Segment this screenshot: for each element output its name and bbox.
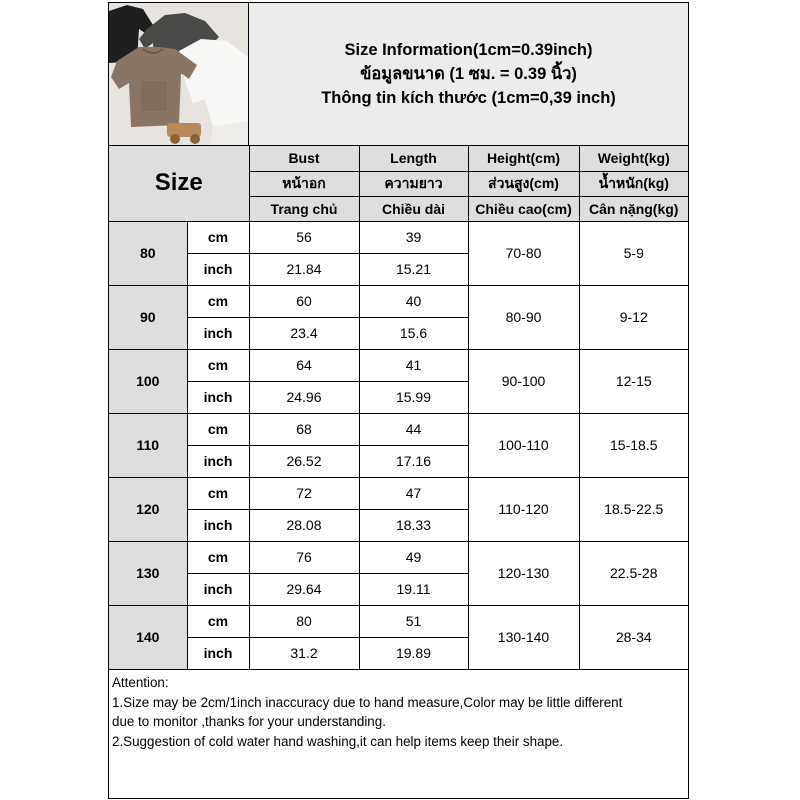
bust-inch: 23.4 bbox=[249, 317, 359, 349]
weight-range: 28-34 bbox=[579, 605, 688, 669]
length-inch: 17.16 bbox=[359, 445, 468, 477]
bust-cm: 68 bbox=[249, 413, 359, 445]
height-header-en: Height(cm) bbox=[468, 146, 579, 171]
weight-header-vi: Cân nặng(kg) bbox=[579, 196, 688, 221]
size-value: 130 bbox=[109, 541, 187, 605]
height-range: 100-110 bbox=[468, 413, 579, 477]
unit-cm: cm bbox=[187, 477, 249, 509]
length-inch: 18.33 bbox=[359, 509, 468, 541]
unit-inch: inch bbox=[187, 253, 249, 285]
bust-cm: 80 bbox=[249, 605, 359, 637]
table-row bbox=[109, 541, 688, 573]
bust-cm: 64 bbox=[249, 349, 359, 381]
bust-inch: 31.2 bbox=[249, 637, 359, 669]
bust-inch: 24.96 bbox=[249, 381, 359, 413]
size-value: 110 bbox=[109, 413, 187, 477]
weight-range: 22.5-28 bbox=[579, 541, 688, 605]
size-value: 140 bbox=[109, 605, 187, 669]
length-cm: 39 bbox=[359, 221, 468, 253]
notes-heading: Attention: bbox=[112, 675, 169, 690]
unit-cm: cm bbox=[187, 413, 249, 445]
length-header-th: ความยาว bbox=[359, 171, 468, 196]
bust-cm: 76 bbox=[249, 541, 359, 573]
unit-cm: cm bbox=[187, 349, 249, 381]
length-header-en: Length bbox=[359, 146, 468, 171]
title-vietnamese: Thông tin kích thước (1cm=0,39 inch) bbox=[321, 88, 616, 107]
length-inch: 19.89 bbox=[359, 637, 468, 669]
height-range: 120-130 bbox=[468, 541, 579, 605]
length-inch: 19.11 bbox=[359, 573, 468, 605]
unit-inch: inch bbox=[187, 381, 249, 413]
table-row bbox=[109, 221, 688, 253]
bust-inch: 26.52 bbox=[249, 445, 359, 477]
header-row bbox=[109, 3, 688, 146]
size-value: 120 bbox=[109, 477, 187, 541]
height-range: 110-120 bbox=[468, 477, 579, 541]
table-row bbox=[109, 285, 688, 317]
weight-range: 9-12 bbox=[579, 285, 688, 349]
length-cm: 40 bbox=[359, 285, 468, 317]
title-english: Size Information(1cm=0.39inch) bbox=[344, 40, 593, 59]
unit-inch: inch bbox=[187, 637, 249, 669]
height-range: 80-90 bbox=[468, 285, 579, 349]
bust-inch: 29.64 bbox=[249, 573, 359, 605]
table-row bbox=[109, 605, 688, 637]
product-photo bbox=[109, 3, 249, 145]
notes-line-3: 2.Suggestion of cold water hand washing,it can help items keep their shape. bbox=[112, 733, 564, 749]
length-cm: 44 bbox=[359, 413, 468, 445]
length-header-vi: Chiều dài bbox=[359, 196, 468, 221]
weight-header-th: น้ำหนัก(kg) bbox=[579, 171, 688, 196]
unit-cm: cm bbox=[187, 221, 249, 253]
notes-line-1: 1.Size may be 2cm/1inch inaccuracy due to hand measure,Color may be little different bbox=[112, 694, 623, 710]
weight-range: 5-9 bbox=[579, 221, 688, 285]
length-cm: 51 bbox=[359, 605, 468, 637]
table-row bbox=[109, 477, 688, 509]
bust-header-vi: Trang chủ bbox=[249, 196, 359, 221]
bust-inch: 28.08 bbox=[249, 509, 359, 541]
header-row-english bbox=[109, 146, 688, 171]
size-value: 90 bbox=[109, 285, 187, 349]
bust-cm: 56 bbox=[249, 221, 359, 253]
size-value: 100 bbox=[109, 349, 187, 413]
length-inch: 15.6 bbox=[359, 317, 468, 349]
height-header-th: ส่วนสูง(cm) bbox=[468, 171, 579, 196]
weight-range: 12-15 bbox=[579, 349, 688, 413]
size-value: 80 bbox=[109, 221, 187, 285]
size-header-cell bbox=[109, 146, 249, 221]
table-row bbox=[109, 413, 688, 445]
height-range: 130-140 bbox=[468, 605, 579, 669]
size-chart-sheet bbox=[108, 2, 689, 799]
unit-cm: cm bbox=[187, 605, 249, 637]
unit-inch: inch bbox=[187, 445, 249, 477]
title-thai: ข้อมูลขนาด (1 ซม. = 0.39 นิ้ว) bbox=[360, 64, 577, 83]
size-information-title bbox=[249, 3, 688, 145]
length-cm: 41 bbox=[359, 349, 468, 381]
table-row bbox=[109, 349, 688, 381]
height-range: 70-80 bbox=[468, 221, 579, 285]
length-inch: 15.21 bbox=[359, 253, 468, 285]
height-range: 90-100 bbox=[468, 349, 579, 413]
height-header-vi: Chiều cao(cm) bbox=[468, 196, 579, 221]
bust-header-th: หน้าอก bbox=[249, 171, 359, 196]
bust-header-en: Bust bbox=[249, 146, 359, 171]
unit-cm: cm bbox=[187, 285, 249, 317]
attention-notes bbox=[109, 671, 688, 798]
notes-line-2: due to monitor ,thanks for your understanding. bbox=[112, 714, 386, 729]
product-photo-image bbox=[109, 3, 248, 145]
bust-inch: 21.84 bbox=[249, 253, 359, 285]
size-label: Size bbox=[154, 169, 203, 197]
length-inch: 15.99 bbox=[359, 381, 468, 413]
size-table bbox=[109, 146, 688, 670]
unit-inch: inch bbox=[187, 509, 249, 541]
length-cm: 47 bbox=[359, 477, 468, 509]
weight-range: 18.5-22.5 bbox=[579, 477, 688, 541]
weight-header-en: Weight(kg) bbox=[579, 146, 688, 171]
unit-inch: inch bbox=[187, 317, 249, 349]
unit-inch: inch bbox=[187, 573, 249, 605]
unit-cm: cm bbox=[187, 541, 249, 573]
length-cm: 49 bbox=[359, 541, 468, 573]
weight-range: 15-18.5 bbox=[579, 413, 688, 477]
bust-cm: 60 bbox=[249, 285, 359, 317]
bust-cm: 72 bbox=[249, 477, 359, 509]
